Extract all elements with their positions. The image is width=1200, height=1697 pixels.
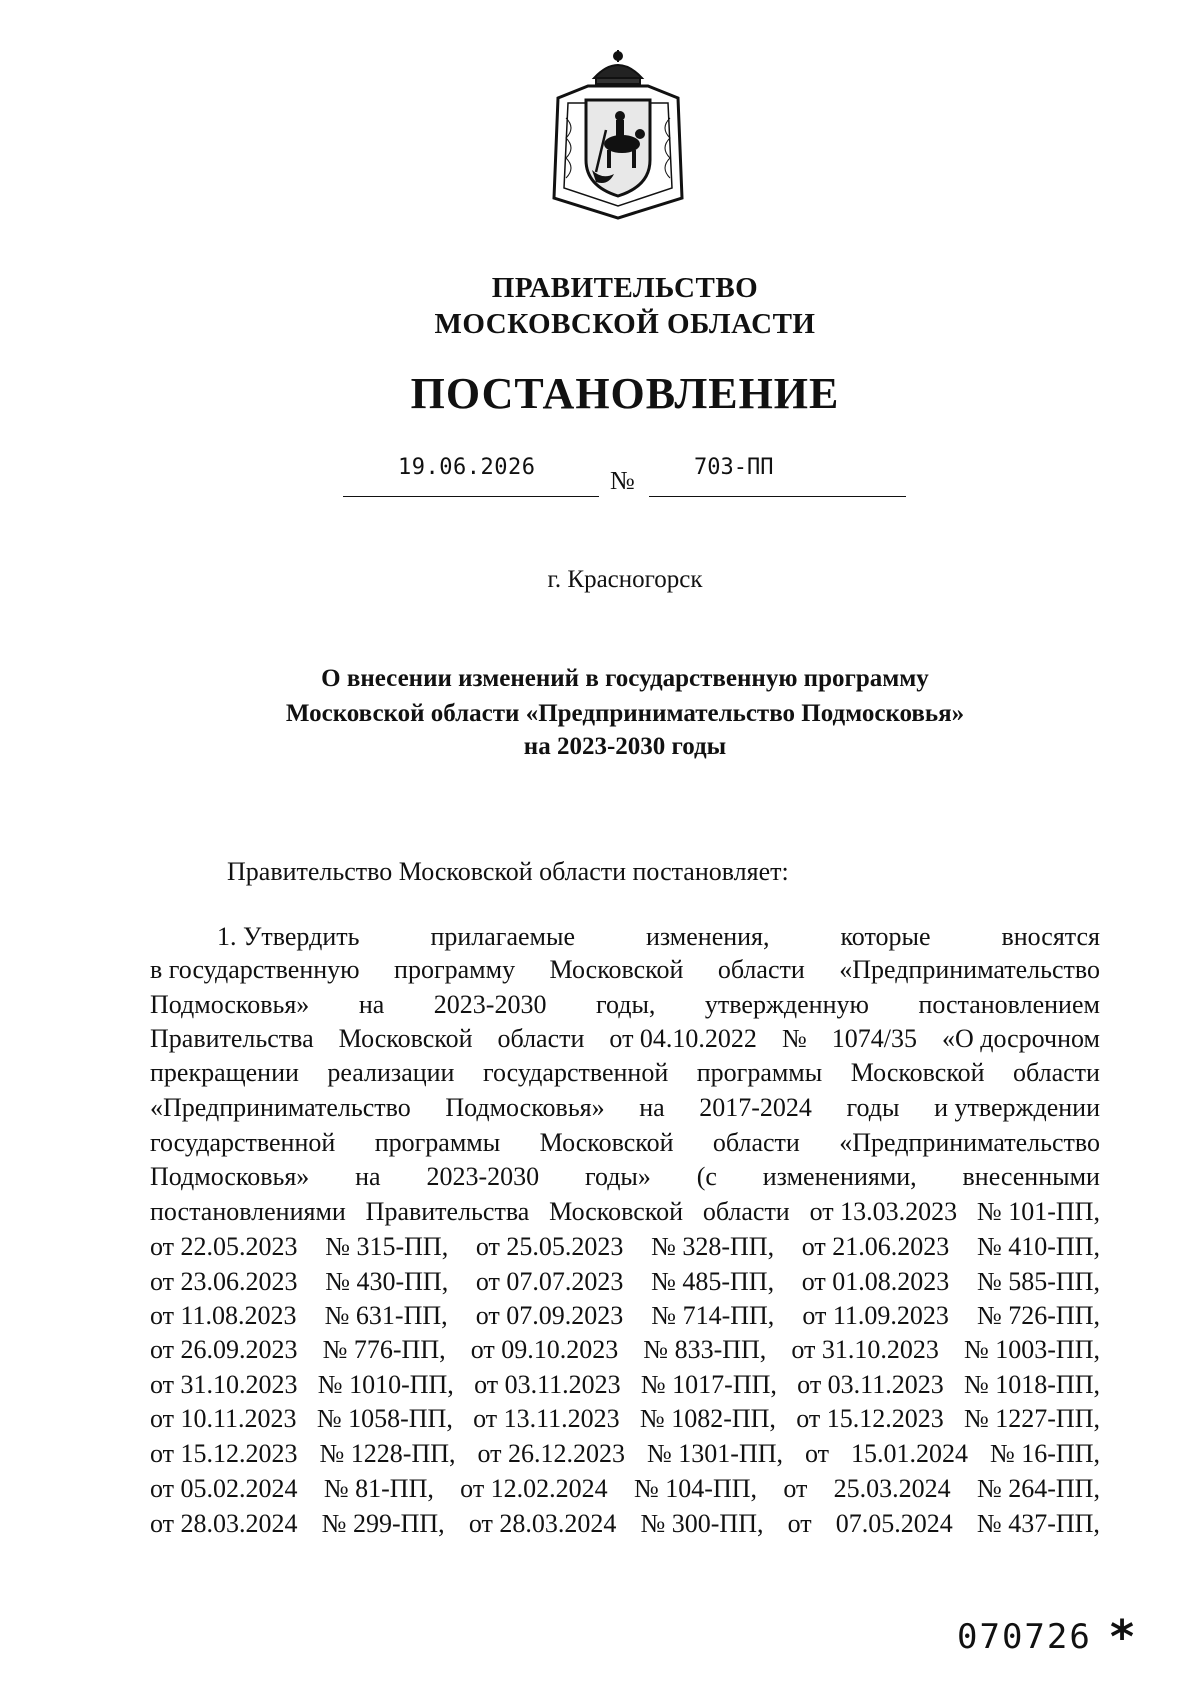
body-word: № 631-ПП, [324,1301,448,1330]
body-line [150,1197,1100,1227]
body-line [217,922,1100,952]
body-line [150,1370,1100,1400]
body-word: вносятся [1001,922,1100,951]
body-word: «Предпринимательство [839,955,1100,984]
body-word: № 81-ПП, [323,1474,434,1503]
body-line [150,1439,1100,1469]
body-word: от 15.12.2023 [150,1439,298,1468]
body-word: № 101-ПП, [976,1197,1100,1226]
body-word: № 300-ПП, [640,1509,764,1538]
body-word: № 410-ПП, [976,1232,1100,1261]
body-word: Московской [549,955,684,984]
body-word: № 1003-ПП, [963,1335,1100,1364]
number-underline [649,496,906,497]
body-word: Подмосковья» [150,1162,310,1191]
document-code: 070726 [957,1617,1092,1657]
body-word: программы [374,1128,501,1157]
body-word: от 31.10.2023 [150,1370,298,1399]
preamble-text: Правительство Московской области постановляет: [227,857,789,886]
government-name-line-2: МОСКОВСКОЙ ОБЛАСТИ [434,308,816,340]
body-word: № 299-ПП, [321,1509,445,1538]
body-word: от 07.09.2023 [475,1301,624,1330]
body-word: в государственную [150,955,360,984]
body-line [150,1267,1100,1297]
body-word: 2023-2030 [433,990,547,1019]
body-word: от 03.11.2023 [474,1370,621,1399]
body-word: годы» [584,1162,651,1191]
body-line [150,1474,1100,1504]
body-word: № 328-ПП, [651,1232,775,1261]
body-word: от 04.10.2022 [609,1024,757,1053]
body-word: № 1228-ПП, [319,1439,456,1468]
body-word: от [787,1509,812,1538]
body-word: № 1227-ПП, [963,1404,1100,1433]
body-word: государственной [150,1128,336,1157]
body-word: от 31.10.2023 [791,1335,939,1364]
body-word: от 01.08.2023 [801,1267,950,1296]
body-word: от 23.06.2023 [150,1267,298,1296]
body-word: от 05.02.2024 [150,1474,298,1503]
body-word: № 16-ПП, [989,1439,1100,1468]
body-word: изменения, [645,922,770,951]
body-line [150,1058,1100,1088]
body-word: 25.03.2024 [833,1474,951,1503]
body-word: № 585-ПП, [976,1267,1100,1296]
body-line [150,1232,1100,1262]
body-word: области [717,955,805,984]
body-line [150,1024,1100,1054]
body-word: № 1058-ПП, [316,1404,453,1433]
body-word: «О досрочном [941,1024,1100,1053]
body-word: «Предпринимательство [839,1128,1100,1157]
government-name-line-1: ПРАВИТЕЛЬСТВО [491,272,759,304]
body-word: № [781,1024,807,1053]
body-word: Московской [539,1128,674,1157]
body-word: от 11.08.2023 [150,1301,297,1330]
document-number: 703-ПП [694,455,774,480]
body-word: от 10.11.2023 [150,1404,297,1433]
body-word: от 25.05.2023 [475,1232,624,1261]
body-word: годы [846,1093,900,1122]
body-word: № 264-ПП, [976,1474,1100,1503]
body-word: прилагаемые [430,922,575,951]
body-word: № 833-ПП, [643,1335,767,1364]
body-word: области [1013,1058,1100,1087]
body-word: прекращении [150,1058,299,1087]
body-word: от 12.02.2024 [460,1474,608,1503]
body-word: области [497,1024,585,1053]
document-title-line-3: на 2023-2030 годы [523,733,727,760]
document-title-line-2: Московской области «Предпринимательство Подмосковья» [285,700,965,727]
body-word: № 726-ПП, [976,1301,1100,1330]
body-word: реализации [327,1058,455,1087]
body-word: от 26.12.2023 [477,1439,626,1468]
body-word: на [355,1162,381,1191]
body-word: изменениями, [762,1162,917,1191]
body-word: от 11.09.2023 [802,1301,949,1330]
body-word: на [358,990,385,1019]
body-word: от [805,1439,830,1468]
asterisk-mark: * [1110,1610,1135,1664]
body-word: № 315-ПП, [325,1232,449,1261]
body-word: 2023-2030 [426,1162,540,1191]
body-word: 07.05.2024 [835,1509,953,1538]
body-line [150,1335,1100,1365]
body-word: № 776-ПП, [322,1335,446,1364]
body-word: от 07.07.2023 [475,1267,624,1296]
body-line [150,990,1100,1020]
body-word: 2017-2024 [699,1093,812,1122]
body-line [150,1128,1100,1158]
body-word: на [639,1093,665,1122]
body-line [150,955,1100,985]
crown-icon [594,50,642,84]
document-date: 19.06.2026 [398,455,536,480]
body-word: «Предпринимательство [150,1093,411,1122]
body-word: № 485-ПП, [651,1267,775,1296]
document-title-line-1: О внесении изменений в государственную программу [321,665,929,692]
document-type-heading: ПОСТАНОВЛЕНИЕ [410,369,840,418]
body-word: от 09.10.2023 [470,1335,619,1364]
body-line [150,1093,1100,1123]
body-word: Подмосковья» [150,990,310,1019]
body-word: программу [394,955,516,984]
body-word: которые [840,922,931,951]
body-word: № 1082-ПП, [639,1404,776,1433]
body-word: от [783,1474,808,1503]
date-underline [343,496,599,497]
body-word: № 430-ПП, [325,1267,449,1296]
body-word: № 1010-ПП, [317,1370,454,1399]
body-word: области [702,1197,790,1226]
body-word: 15.01.2024 [851,1439,968,1468]
body-word: утвержденную [704,990,869,1019]
body-word: № 714-ПП, [651,1301,775,1330]
number-sign: № [610,466,635,495]
body-word: от 21.06.2023 [801,1232,950,1261]
body-line [150,1162,1100,1192]
body-word: государственной [482,1058,669,1087]
body-word: Подмосковья» [445,1093,605,1122]
body-word: от 28.03.2024 [468,1509,617,1538]
body-word: Московской [338,1024,473,1053]
body-word: Правительства [150,1024,314,1053]
body-word: от 22.05.2023 [150,1232,298,1261]
city-of-issue: г. Красногорск [547,566,703,593]
body-word: 1074/35 [831,1024,917,1053]
body-word: 1. Утвердить [217,922,360,951]
body-word: постановлениями [150,1197,346,1226]
body-word: № 1017-ПП, [640,1370,777,1399]
body-word: № 1018-ПП, [963,1370,1100,1399]
body-word: постановлением [918,990,1100,1019]
body-word: программы [696,1058,823,1087]
body-line [150,1509,1100,1539]
body-word: Московской [549,1197,683,1226]
body-line [150,1404,1100,1434]
body-word: № 1301-ПП, [647,1439,784,1468]
body-word: годы, [595,990,656,1019]
body-word: внесенными [962,1162,1100,1191]
body-word: от 03.11.2023 [797,1370,944,1399]
body-word: от 13.11.2023 [473,1404,620,1433]
body-word: № 437-ПП, [976,1509,1100,1538]
body-word: от 13.03.2023 [809,1197,958,1226]
body-line [150,1301,1100,1331]
body-word: от 15.12.2023 [796,1404,944,1433]
body-word: Московской [850,1058,985,1087]
coat-of-arms-emblem [548,48,688,220]
body-word: области [712,1128,800,1157]
body-word: и утверждении [934,1093,1100,1122]
body-word: от 26.09.2023 [150,1335,298,1364]
body-word: Правительства [365,1197,530,1226]
body-word: от 28.03.2024 [150,1509,298,1538]
body-word: № 104-ПП, [633,1474,758,1503]
body-word: (с [696,1162,717,1191]
